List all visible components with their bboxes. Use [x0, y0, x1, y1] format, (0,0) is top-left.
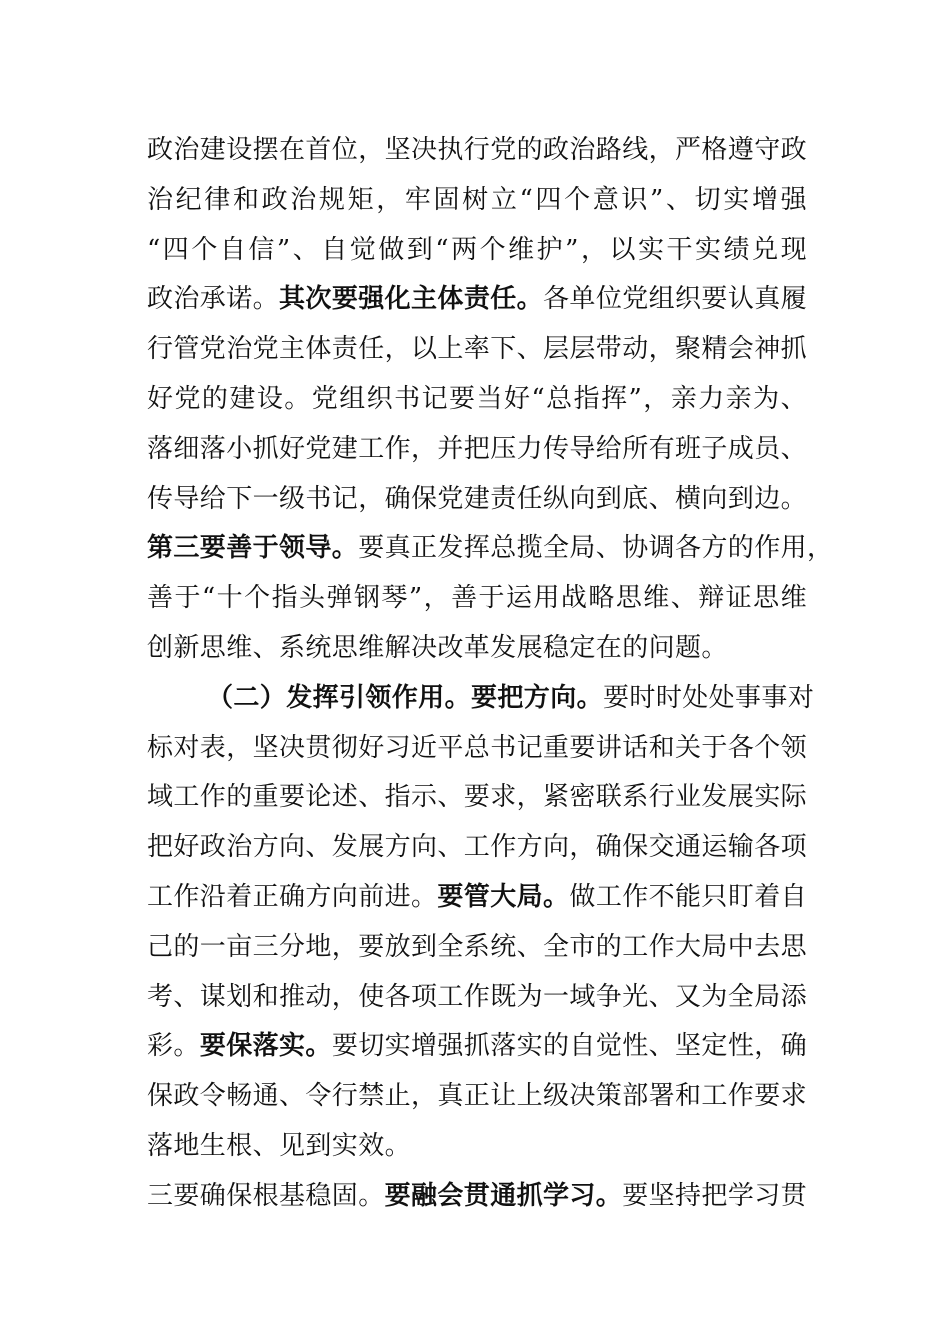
- text-segment: 把好政治方向、发展方向、工作方向，确保交通运输各项: [147, 832, 808, 863]
- text-line: [147, 126, 807, 176]
- text-line: [147, 873, 807, 923]
- text-line: [147, 574, 807, 624]
- text-line: [147, 1122, 807, 1172]
- text-line: [147, 475, 807, 525]
- bold-text-segment: （二）发挥引领作用。要把方向。: [207, 682, 604, 713]
- text-segment: 善于“十个指头弹钢琴”，善于运用战略思维、辩证思维: [147, 583, 807, 614]
- bold-text-segment: 其次要强化主体责任。: [279, 284, 544, 315]
- text-segment: 落地生根、见到实效。: [147, 1130, 412, 1161]
- text-line: [147, 624, 807, 674]
- text-segment: 政治建设摆在首位，坚决执行党的政治路线，严格遵守政: [147, 135, 808, 165]
- text-line: [147, 325, 807, 375]
- text-segment: 彩。: [147, 1031, 200, 1062]
- text-segment: 要坚持把学习贯: [622, 1180, 808, 1211]
- text-line: [147, 724, 807, 774]
- text-segment: 要时时处处事事对: [603, 682, 815, 713]
- text-line: [147, 425, 807, 475]
- bold-text-segment: 要保落实。: [199, 1031, 332, 1062]
- bold-text-segment: 要融会贯通抓学习。: [384, 1180, 623, 1211]
- text-line: [147, 674, 815, 724]
- text-segment: 域工作的重要论述、指示、要求，紧密联系行业发展实际: [147, 782, 808, 813]
- text-segment: 传导给下一级书记，确保党建责任纵向到底、横向到边。: [147, 483, 808, 514]
- text-segment: 行管党治党主体责任，以上率下、层层带动，聚精会神抓: [147, 334, 808, 365]
- text-segment: 创新思维、系统思维解决改革发展稳定在的问题。: [147, 632, 728, 663]
- text-line: [147, 1072, 807, 1122]
- text-segment: 要真正发挥总揽全局、协调各方的作用，: [358, 533, 834, 564]
- text-line: [147, 226, 807, 276]
- document-body: [147, 126, 834, 1222]
- text-segment: 做工作不能只盯着自: [569, 881, 808, 912]
- text-line: [147, 1172, 807, 1222]
- text-segment: 治纪律和政治规矩，牢固树立“四个意识”、切实增强: [147, 184, 807, 215]
- text-line: [147, 176, 807, 226]
- text-segment: 标对表，坚决贯彻好习近平总书记重要讲话和关于各个领: [147, 732, 808, 763]
- text-segment: 己的一亩三分地，要放到全系统、全市的工作大局中去思: [147, 931, 808, 962]
- text-segment: 要切实增强抓落实的自觉性、坚定性，确: [331, 1031, 808, 1062]
- text-line: [147, 773, 807, 823]
- text-segment: 保政令畅通、令行禁止，真正让上级决策部署和工作要求: [147, 1081, 808, 1112]
- text-segment: 好党的建设。党组织书记要当好“总指挥”，亲力亲为、: [147, 383, 807, 414]
- text-line: [147, 973, 807, 1023]
- text-segment: 考、谋划和推动，使各项工作既为一域争光、又为全局添: [147, 981, 808, 1012]
- text-line: [147, 1022, 807, 1072]
- text-segment: 三要确保根基稳固。: [147, 1180, 385, 1211]
- text-line: [147, 275, 807, 325]
- text-line: [147, 524, 834, 574]
- text-segment: 政治承诺。: [147, 284, 280, 315]
- text-line: [147, 923, 807, 973]
- text-line: [147, 375, 807, 425]
- text-segment: 工作沿着正确方向前进。: [147, 881, 438, 912]
- text-segment: 各单位党组织要认真履: [543, 284, 808, 315]
- bold-text-segment: 第三要善于领导。: [147, 533, 359, 564]
- text-segment: 落细落小抓好党建工作，并把压力传导给所有班子成员、: [147, 433, 808, 464]
- bold-text-segment: 要管大局。: [437, 881, 570, 912]
- text-line: [147, 823, 807, 873]
- text-segment: “四个自信”、自觉做到“两个维护”，以实干实绩兑现: [147, 234, 807, 265]
